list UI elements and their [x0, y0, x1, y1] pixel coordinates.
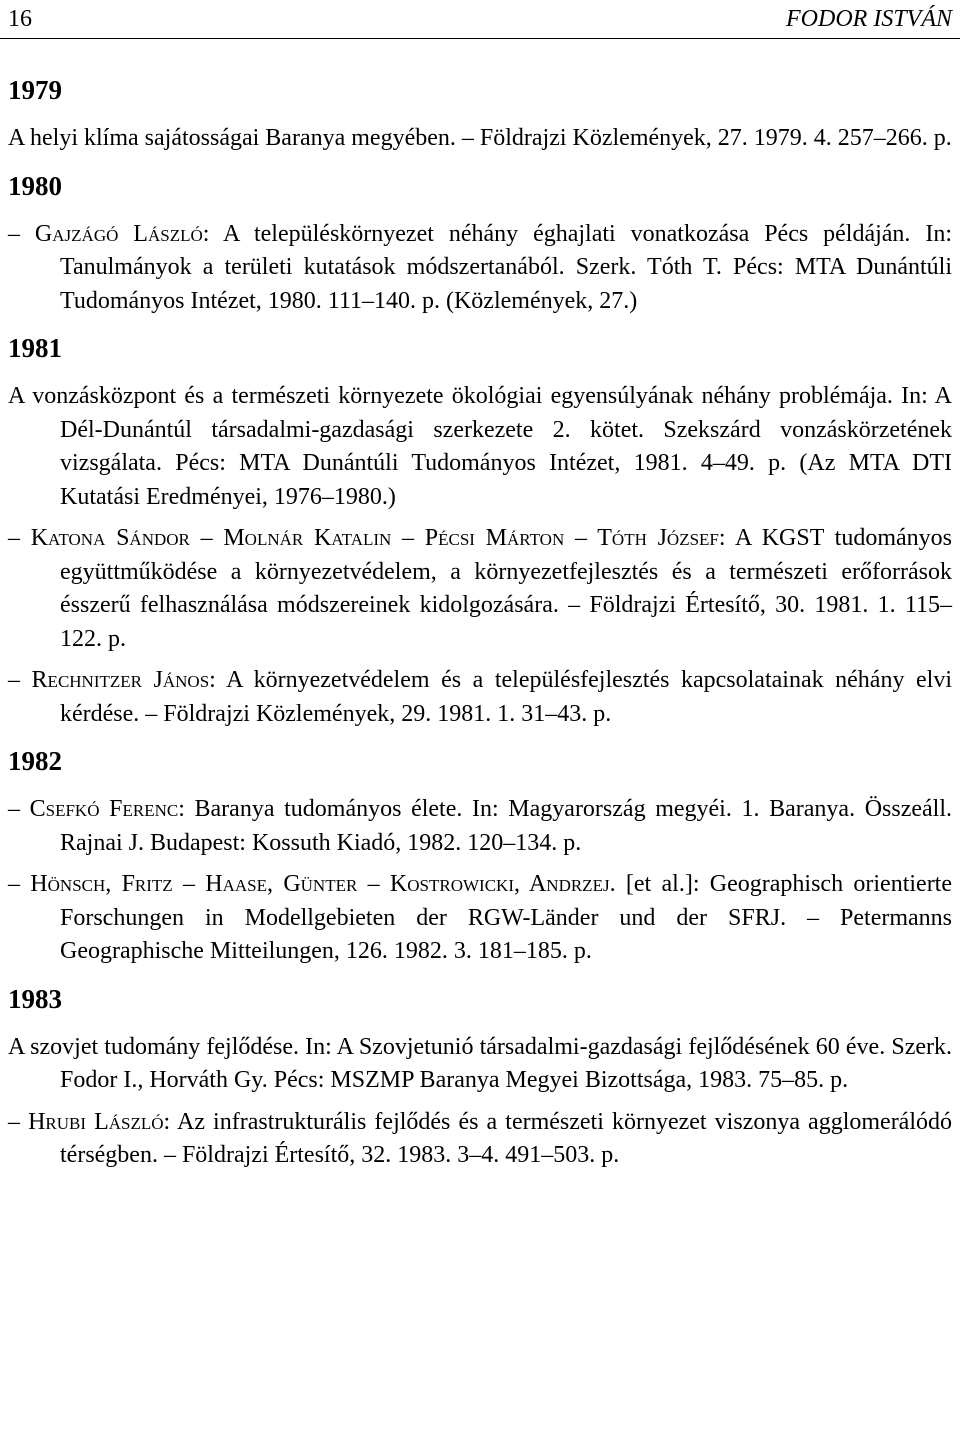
bibliography-entry — [8, 1106, 952, 1173]
year-heading: 1983 — [8, 983, 62, 1014]
bibliography-entry — [8, 218, 953, 319]
entry-author: – Hönsch, Fritz – Haase, Günter – Kostrowicki, Andrzej. — [8, 871, 616, 897]
year-heading: 1979 — [8, 75, 62, 105]
bibliography-entry — [8, 522, 952, 656]
year-heading: 1982 — [8, 746, 62, 776]
bibliography-entry — [8, 793, 953, 860]
entry-text: A KGST tudományos együttműködése a környezetvédelem, a környezetfejlesztés és a természeti erőforrások ésszerű felhasználása módszereinek kidolgozására. – Földrajzi Értesítő, 30. 1981. 1. 115–122. p. — [60, 525, 952, 652]
year-section-1983 — [8, 979, 952, 1173]
year-section-1979 — [8, 70, 952, 156]
page-header — [8, 4, 952, 34]
entry-text: A helyi klíma sajátosságai Baranya megyében. – Földrajzi Közlemények, 27. 1979. 4. 257–266. p. — [8, 125, 952, 151]
running-title: FODOR ISTVÁN — [786, 6, 952, 32]
year-section-1981 — [8, 328, 952, 731]
entry-author: – Csefkó Ferenc: — [8, 796, 185, 822]
bibliography — [8, 60, 952, 1181]
header-rule — [0, 38, 960, 39]
entry-text: Az infrastrukturális fejlődés és a természeti környezet viszonya agglomerálódó térségben. – Földrajzi Értesítő, 32. 1983. 3–4. 491–503. p. — [60, 1108, 952, 1168]
entry-text: A vonzásközpont és a természeti környezete ökológiai egyensúlyának néhány problémája. In: A Dél-Dunántúl társadalmi-gazdasági szerkezete 2. kötet. Szekszárd vonzáskörzetének vizsgálata. Pécs: MTA Dunántúli Tudományos Intézet, 1981. 4–49. p. (Az MTA DTI Kutatási Eredményei, 1976–1980.) — [8, 383, 952, 510]
year-heading: 1980 — [8, 170, 62, 201]
entry-author: – Gajzágó László: — [8, 220, 210, 247]
year-section-1982 — [8, 741, 952, 969]
bibliography-entry — [8, 380, 952, 514]
bibliography-entry — [8, 1031, 952, 1098]
entry-text: A településkörnyezet néhány éghajlati vonatkozása Pécs példáján. In: Tanulmányok a területi kutatások módszertanából. Szerk. Tóth T. Pécs: MTA Dunántúli Tudományos Intézet, 1980. 111–140. p. (Közlemények, 27.) — [60, 220, 953, 314]
entry-author: – Katona Sándor – Molnár Katalin – Pécsi Márton – Tóth József: — [8, 525, 726, 551]
bibliography-entry — [8, 122, 952, 156]
entry-author: – Rechnitzer János: — [8, 667, 216, 693]
year-heading: 1981 — [8, 333, 62, 363]
entry-author: – Hrubi László: — [8, 1108, 171, 1135]
entry-text: A szovjet tudomány fejlődése. In: A Szovjetunió társadalmi-gazdasági fejlődésének 60 éve. Szerk. Fodor I., Horváth Gy. Pécs: MSZMP Baranya Megyei Bizottsága, 1983. 75–85. p. — [8, 1033, 952, 1093]
year-section-1980 — [8, 166, 952, 319]
entry-text: [et al.]: Geographisch orientierte Forschungen in Modellgebieten der RGW-Länder und der SFRJ. – Petermanns Geographische Mitteilungen, 126. 1982. 3. 181–185. p. — [60, 871, 953, 964]
page-number: 16 — [8, 6, 32, 32]
bibliography-entry — [8, 868, 953, 969]
entry-text: A környezetvédelem és a településfejlesztés kapcsolatainak néhány elvi kérdése. – Földrajzi Közlemények, 29. 1981. 1. 31–43. p. — [60, 667, 952, 727]
entry-text: Baranya tudományos élete. In: Magyarország megyéi. 1. Baranya. Összeáll. Rajnai J. Budapest: Kossuth Kiadó, 1982. 120–134. p. — [60, 796, 953, 856]
bibliography-entry — [8, 664, 952, 731]
